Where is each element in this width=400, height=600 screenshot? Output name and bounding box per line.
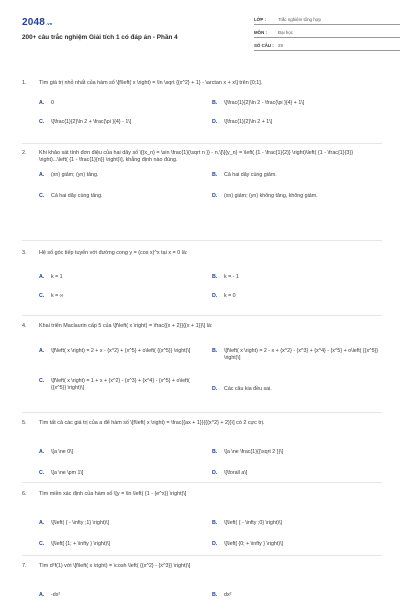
question-text: Tìm tất cả các giá trị của a để hàm số \[f\left( x \right) = \frac{{ax + 1}}{{{x^2} + 2}}\] có 2 cực trị. <box>39 420 265 426</box>
option-d[interactable] <box>212 193 400 200</box>
logo-suffix: .vn <box>46 21 53 26</box>
meta-row-count <box>254 41 400 51</box>
option-b[interactable] <box>212 449 400 456</box>
option-letter: C. <box>39 470 45 477</box>
option-text: (xn) giảm; (yn) tăng. <box>51 172 99 179</box>
option-b[interactable] <box>212 172 400 179</box>
option-c[interactable] <box>39 378 194 392</box>
option-letter: B. <box>212 520 218 527</box>
option-text: \[\left[ {0; + \infty } \right)\] <box>224 541 284 548</box>
question-number: 2. <box>22 150 27 156</box>
option-b[interactable] <box>212 274 400 281</box>
question-divider <box>22 482 382 483</box>
option-a[interactable] <box>39 449 209 456</box>
option-c[interactable] <box>39 119 209 126</box>
question-7 <box>22 563 382 599</box>
option-text: Cả hai dãy cùng tăng. <box>51 193 103 200</box>
meta-value: Đại học <box>278 30 293 36</box>
option-c[interactable] <box>39 293 209 300</box>
question-5 <box>22 420 382 477</box>
option-d[interactable] <box>212 386 382 393</box>
option-letter: A. <box>39 100 45 107</box>
question-number: 7. <box>22 563 27 569</box>
logo-text: 2048 <box>22 17 46 28</box>
option-c[interactable] <box>39 470 209 477</box>
option-a[interactable] <box>39 100 209 107</box>
question-text: Hệ số góc tiếp tuyến với đường cong y = (cos x)^x tại x = 0 là: <box>39 250 188 256</box>
option-text: \[\left[ {1; + \infty } \right)\] <box>51 541 111 548</box>
option-text: \[f\left( x \right) = 1 + x + {x^2} - {x^3} + {x^4} - {x^5} + o\left( {{x^5}} \right)\] <box>51 378 190 391</box>
option-text: \[\frac{1}{2}\ln 2 - \frac{\pi }{4} + 1\] <box>224 100 305 107</box>
option-letter: D. <box>212 193 218 200</box>
question-divider <box>22 143 382 144</box>
document-header <box>22 0 378 60</box>
option-letter: D. <box>212 119 218 126</box>
option-letter: B. <box>212 172 218 179</box>
option-text: \[\forall a\] <box>224 470 248 477</box>
site-logo[interactable] <box>22 16 52 29</box>
question-text: Khi khảo sát tính đơn điệu của hai dãy số \[{x_n} = \sin \frac{1}{\sqrt n }} - n,\[\]{y_n} = \left( {1 - \frac{1}{2}} \right)\left( {1 - \frac{1}{3}} \right)...\left( {1 - \frac{1}{n}} \right)\], khẳng định nào đúng. <box>39 150 354 164</box>
question-number: 6. <box>22 491 27 497</box>
option-text: \[a \ne \frac{1}{{\sqrt 2 }}\] <box>224 449 284 456</box>
option-c[interactable] <box>39 193 209 200</box>
meta-key: SỐ CÂU : <box>254 43 274 49</box>
option-letter: A. <box>39 274 45 281</box>
option-text: k = 0 <box>224 293 236 300</box>
question-text: Tìm miền xác định của hàm số \[y = \ln \left( {1 - {e^x}} \right)\] <box>39 491 187 497</box>
meta-value: 29 <box>278 43 283 49</box>
question-divider <box>22 412 382 413</box>
option-text: k = 1 <box>51 274 63 281</box>
question-divider <box>22 555 382 556</box>
option-letter: D. <box>212 470 218 477</box>
option-d[interactable] <box>212 541 400 548</box>
option-text: k = - 1 <box>224 274 239 281</box>
option-text: Cả hai dãy cùng giảm. <box>224 172 277 179</box>
meta-row-class <box>254 15 400 25</box>
option-d[interactable] <box>212 119 400 126</box>
option-letter: C. <box>39 293 45 300</box>
option-text: \[\left( { - \infty ;0} \right)\] <box>224 520 282 527</box>
question-text: Khai triển Maclaurin cấp 5 của \[f\left( x \right) = \frac{{x + 2}}{{x + 1}}\] là: <box>39 323 213 329</box>
option-text: \[a \ne \pm 1\] <box>51 470 84 477</box>
option-letter: D. <box>212 386 218 393</box>
option-b[interactable] <box>212 520 400 527</box>
option-letter: C. <box>39 193 45 200</box>
question-number: 3. <box>22 250 27 256</box>
option-b[interactable] <box>212 100 400 107</box>
option-c[interactable] <box>39 541 209 548</box>
option-text: \[\frac{1}{2}\ln 2 + 1\] <box>224 119 273 126</box>
meta-value: Trắc nghiệm tổng hợp <box>278 17 321 23</box>
option-letter: A. <box>39 348 45 355</box>
option-a[interactable] <box>39 172 209 179</box>
option-text: \[a \ne 0\] <box>51 449 74 456</box>
option-letter: C. <box>39 541 45 548</box>
option-letter: B. <box>212 274 218 281</box>
question-6 <box>22 491 382 548</box>
option-letter: A. <box>39 449 45 456</box>
option-letter: D. <box>212 541 218 548</box>
question-1 <box>22 80 382 126</box>
option-letter: C. <box>39 119 45 126</box>
option-d[interactable] <box>212 293 400 300</box>
option-letter: A. <box>39 592 45 599</box>
question-number: 4. <box>22 323 27 329</box>
option-letter: B. <box>212 449 218 456</box>
option-letter: D. <box>212 293 218 300</box>
meta-row-subject <box>254 28 400 38</box>
option-text: \[\left( { - \infty ;1} \right)\] <box>51 520 109 527</box>
question-3 <box>22 250 382 300</box>
option-text: \[f\left( x \right) = 2 + x - {x^2} + {x^5} + o\left( {{x^5}} \right)\] <box>51 348 191 355</box>
option-a[interactable] <box>39 592 209 599</box>
question-text: Tìm giá trị nhỏ nhất của hàm số \[f\left( x \right) = \ln \sqrt {{x^2} + 1} - \arctan x + x\] trên [0;1]. <box>39 80 263 86</box>
question-divider <box>22 240 382 241</box>
question-number: 1. <box>22 80 27 86</box>
question-4 <box>22 323 382 393</box>
option-d[interactable] <box>212 470 400 477</box>
option-letter: B. <box>212 100 218 107</box>
option-letter: A. <box>39 172 45 179</box>
option-letter: B. <box>212 592 218 599</box>
meta-key: MÔN : <box>254 30 267 36</box>
question-number: 5. <box>22 420 27 426</box>
option-letter: B. <box>212 348 218 355</box>
option-letter: A. <box>39 520 45 527</box>
option-text: Các câu kia đều sai. <box>224 386 272 393</box>
option-text: 0 <box>51 100 54 107</box>
page-title: 200+ câu trắc nghiệm Giải tích 1 có đáp án - Phần 4 <box>22 34 178 41</box>
option-text: \[f\left( x \right) = 2 - x + {x^2} - {x^3} + {x^4} - {x^5} + o\left( {{x^5}} \right)\] <box>224 348 379 361</box>
meta-key: LỚP : <box>254 17 266 23</box>
option-text: \[\frac{1}{2}\ln 2 + \frac{\pi }{4} - 1\] <box>51 119 132 126</box>
meta-box <box>254 15 400 54</box>
option-a[interactable] <box>39 274 209 281</box>
option-text: dx² <box>224 592 232 599</box>
option-text: -dx² <box>51 592 61 599</box>
question-divider <box>22 315 382 316</box>
option-text: (xn) giảm; (yn) không tăng, không giảm. <box>224 193 318 200</box>
option-a[interactable] <box>39 520 209 527</box>
option-b[interactable] <box>212 348 382 362</box>
question-2 <box>22 150 382 200</box>
option-a[interactable] <box>39 348 194 355</box>
option-letter: C. <box>39 378 45 385</box>
option-text: k = ∞ <box>51 293 64 300</box>
option-b[interactable] <box>212 592 400 599</box>
question-text: Tìm d²f(1) với \[f\left( x \right) = \cosh \left( {{x^2} - {x^3}} \right)\] <box>39 563 191 569</box>
